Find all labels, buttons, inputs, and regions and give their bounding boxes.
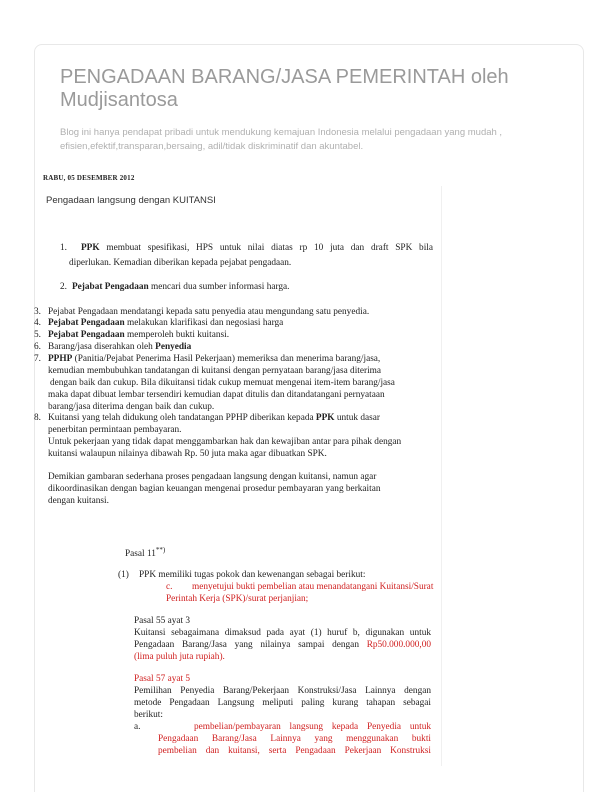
item-a-label: a. bbox=[134, 722, 141, 732]
closing-line-2: dikoordinasikan dengan bagian keuangan mengenai prosedur pembayaran yang berkaitan bbox=[48, 484, 381, 494]
pasal-55-line-3: (lima puluh juta rupiah). bbox=[134, 652, 225, 662]
list-item-6: Barang/jasa diserahkan oleh Penyedia bbox=[48, 342, 192, 352]
list-item-5: Pejabat Pengadaan memperoleh bukti kuitansi. bbox=[48, 330, 230, 340]
pasal-11-heading: Pasal 11**) bbox=[125, 546, 166, 560]
list-number: 2. bbox=[60, 282, 67, 292]
list-item-7-line-4: maka dapat dibuat lembar tersendiri kemudian dapat ditulis dan ditandatangani pernyataan bbox=[48, 390, 385, 400]
post-date-header: RABU, 05 DESEMBER 2012 bbox=[43, 174, 135, 182]
pasal-57-line-2: metode Pengadaan Langsung meliputi paling kurang tahapan sebagai bbox=[134, 698, 431, 708]
list-number: 1. bbox=[60, 243, 67, 253]
item-1-text: PPK memiliki tugas pokok dan kewenangan sebagai berikut: bbox=[139, 570, 366, 580]
pasal-55-line-1: Kuitansi sebagaimana dimaksud pada ayat (1) huruf b, digunakan untuk bbox=[134, 628, 431, 638]
closing-line-1: Demikian gambaran sederhana proses pengadaan langsung dengan kuitansi, namun agar bbox=[48, 472, 377, 482]
list-item-7-line-3: dengan baik dan cukup. Bila dikuitansi tidak cukup memuat mengenai item-item barang/jasa bbox=[50, 378, 395, 388]
item-a-line-3: pembelian dan kuitansi, serta Pengadaan Pekerjaan Konstruksi bbox=[158, 746, 431, 756]
item-c-line-1: menyetujui bukti pembelian atau menandatangani Kuitansi/Surat bbox=[192, 582, 434, 592]
pasal-57-line-3: berikut: bbox=[134, 710, 163, 720]
list-item-8-line-3: Untuk pekerjaan yang tidak dapat menggambarkan hak dan kewajiban antar para pihak dengan bbox=[48, 437, 402, 447]
closing-line-3: dengan kuitansi. bbox=[48, 496, 109, 506]
ppk-bold: PPK bbox=[81, 243, 100, 253]
list-item-8-line-2: penerbitan permintaan pembayaran. bbox=[48, 425, 182, 435]
list-item-7-line-5: barang/jasa diterima dengan baik dan cukup. bbox=[48, 402, 215, 412]
blog-description: Blog ini hanya pendapat pribadi untuk mendukung kemajuan Indonesia melalui pengadaan yang mudah , efisien,efektif,transparan,bersaing, adil/tidak diskriminatif dan akuntabel. bbox=[60, 127, 503, 152]
list-item-4: Pejabat Pengadaan melakukan klarifikasi dan negosiasi harga bbox=[48, 318, 284, 328]
item-number: (1) bbox=[118, 570, 129, 580]
list-item-1-line-1: PPK membuat spesifikasi, HPS untuk nilai diatas rp 10 juta dan draft SPK bila bbox=[81, 243, 434, 253]
pasal-57-heading: Pasal 57 ayat 5 bbox=[134, 674, 191, 684]
item-c-label: c. bbox=[166, 582, 173, 592]
list-number: 4. bbox=[34, 318, 41, 328]
list-item-7-line-1: PPHP (Panitia/Pejabat Penerima Hasil Pekerjaan) memeriksa dan menerima barang/jasa, bbox=[48, 354, 381, 364]
list-item-8-line-4: kuitansi walaupun nilainya dibawah Rp. 50 juta maka agar dibuatkan SPK. bbox=[48, 449, 327, 459]
pasal-57-line-1: Pemilihan Penyedia Barang/Pekerjaan Konstruksi/Jasa Lainnya dengan bbox=[134, 686, 431, 696]
list-item-7-line-2: kemudian membubuhkan tandatangan di kuitansi dengan pernyataan barang/jasa diterima bbox=[48, 366, 382, 376]
list-number: 5. bbox=[34, 330, 41, 340]
item-a-line-1: pembelian/pembayaran langsung kepada Penyedia untuk bbox=[194, 722, 431, 732]
list-number: 3. bbox=[34, 307, 41, 317]
pasal-55-line-2: Pengadaan Barang/Jasa yang nilainya sampai dengan Rp50.000.000,00 bbox=[134, 640, 431, 650]
list-item-3: Pejabat Pengadaan mendatangi kepada satu penyedia atau mengundang satu penyedia. bbox=[48, 307, 370, 317]
pasal-55-heading: Pasal 55 ayat 3 bbox=[134, 616, 191, 626]
list-number: 6. bbox=[34, 342, 41, 352]
list-number: 8. bbox=[34, 413, 41, 423]
list-number: 7. bbox=[34, 354, 41, 364]
post-title[interactable]: Pengadaan langsung dengan KUITANSI bbox=[46, 195, 216, 206]
item-a-line-2: Pengadaan Barang/Jasa Lainnya yang menggunakan bukti bbox=[158, 734, 431, 744]
list-item-8-line-1: Kuitansi yang telah didukung oleh tandatangan PPHP diberikan kepada PPK untuk dasar bbox=[48, 413, 380, 423]
item-c-line-2: Perintah Kerja (SPK)/surat perjanjian; bbox=[166, 594, 309, 604]
blog-title[interactable]: PENGADAAN BARANG/JASA PEMERINTAH oleh Mudjisantosa bbox=[60, 66, 509, 111]
list-item-2: Pejabat Pengadaan mencari dua sumber informasi harga. bbox=[72, 282, 290, 292]
list-item-1-line-2: diperlukan. Kemadian diberikan kepada pejabat pengadaan. bbox=[69, 258, 292, 268]
